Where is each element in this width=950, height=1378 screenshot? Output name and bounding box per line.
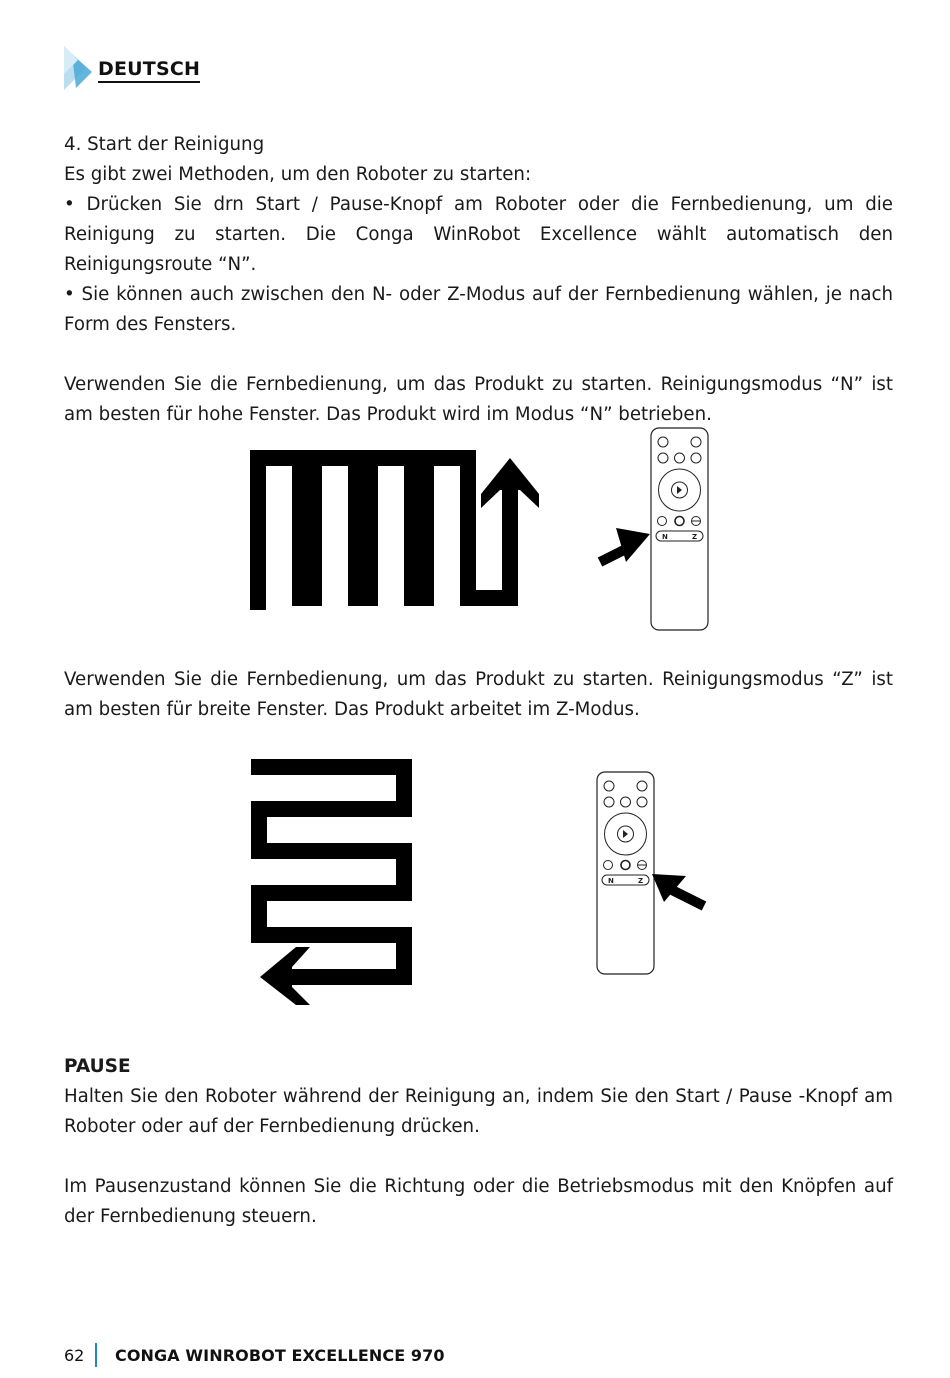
remote-control-n [651, 428, 708, 630]
section-mode-z [64, 665, 893, 725]
n-path-diagram [258, 458, 510, 610]
section-start-cleaning [64, 130, 893, 430]
pause-text: Halten Sie den Roboter während der Reinigung an, indem Sie den Start / Pause -Knopf am Roboter oder auf der Fernbedienung drücken. [64, 1086, 893, 1137]
footer-divider [95, 1343, 97, 1367]
bullet-start-button: • Drücken Sie drn Start / Pause-Knopf am Roboter oder die Fernbedienung, um die Reinigung zu starten. Die Conga WinRobot Excellence wählt automatisch den Reinigungsroute “N”. [64, 194, 893, 275]
remote-n-label: N [608, 877, 614, 885]
z-path-diagram [251, 767, 404, 977]
language-label: DEUTSCH [98, 58, 200, 83]
remote-z-label: Z [638, 877, 644, 885]
mode-n-figure [240, 420, 720, 640]
remote-z-label: Z [692, 533, 698, 541]
remote-control-z [597, 772, 654, 974]
pause-state-text: Im Pausenzustand können Sie die Richtung oder die Betriebsmodus mit den Knöpfen auf der Fernbedienung steuern. [64, 1176, 893, 1227]
mode-z-description: Verwenden Sie die Fernbedienung, um das Produkt zu starten. Reinigungsmodus “Z” ist am besten für breite Fenster. Das Produkt arbeitet im Z-Modus. [64, 669, 893, 720]
remote-n-label: N [662, 533, 668, 541]
intro-text: Es gibt zwei Methoden, um den Roboter zu starten: [64, 164, 532, 185]
pause-title: PAUSE [64, 1056, 131, 1077]
pointer-arrow-icon [600, 528, 650, 562]
chevron-logo-icon [62, 44, 96, 92]
product-title: CONGA WINROBOT EXCELLENCE 970 [115, 1346, 445, 1365]
bullet-mode-select: • Sie können auch zwischen den N- oder Z-Modus auf der Fernbedienung wählen, je nach Form des Fensters. [64, 284, 893, 335]
section-heading: 4. Start der Reinigung [64, 134, 265, 155]
mode-z-figure [240, 750, 720, 1020]
page-number: 62 [64, 1346, 85, 1365]
section-pause [64, 1052, 893, 1232]
mode-n-description: Verwenden Sie die Fernbedienung, um das Produkt zu starten. Reinigungsmodus “N” ist am besten für hohe Fenster. Das Produkt wird im Modus “N” betrieben. [64, 374, 893, 425]
pointer-arrow-icon [652, 874, 704, 906]
